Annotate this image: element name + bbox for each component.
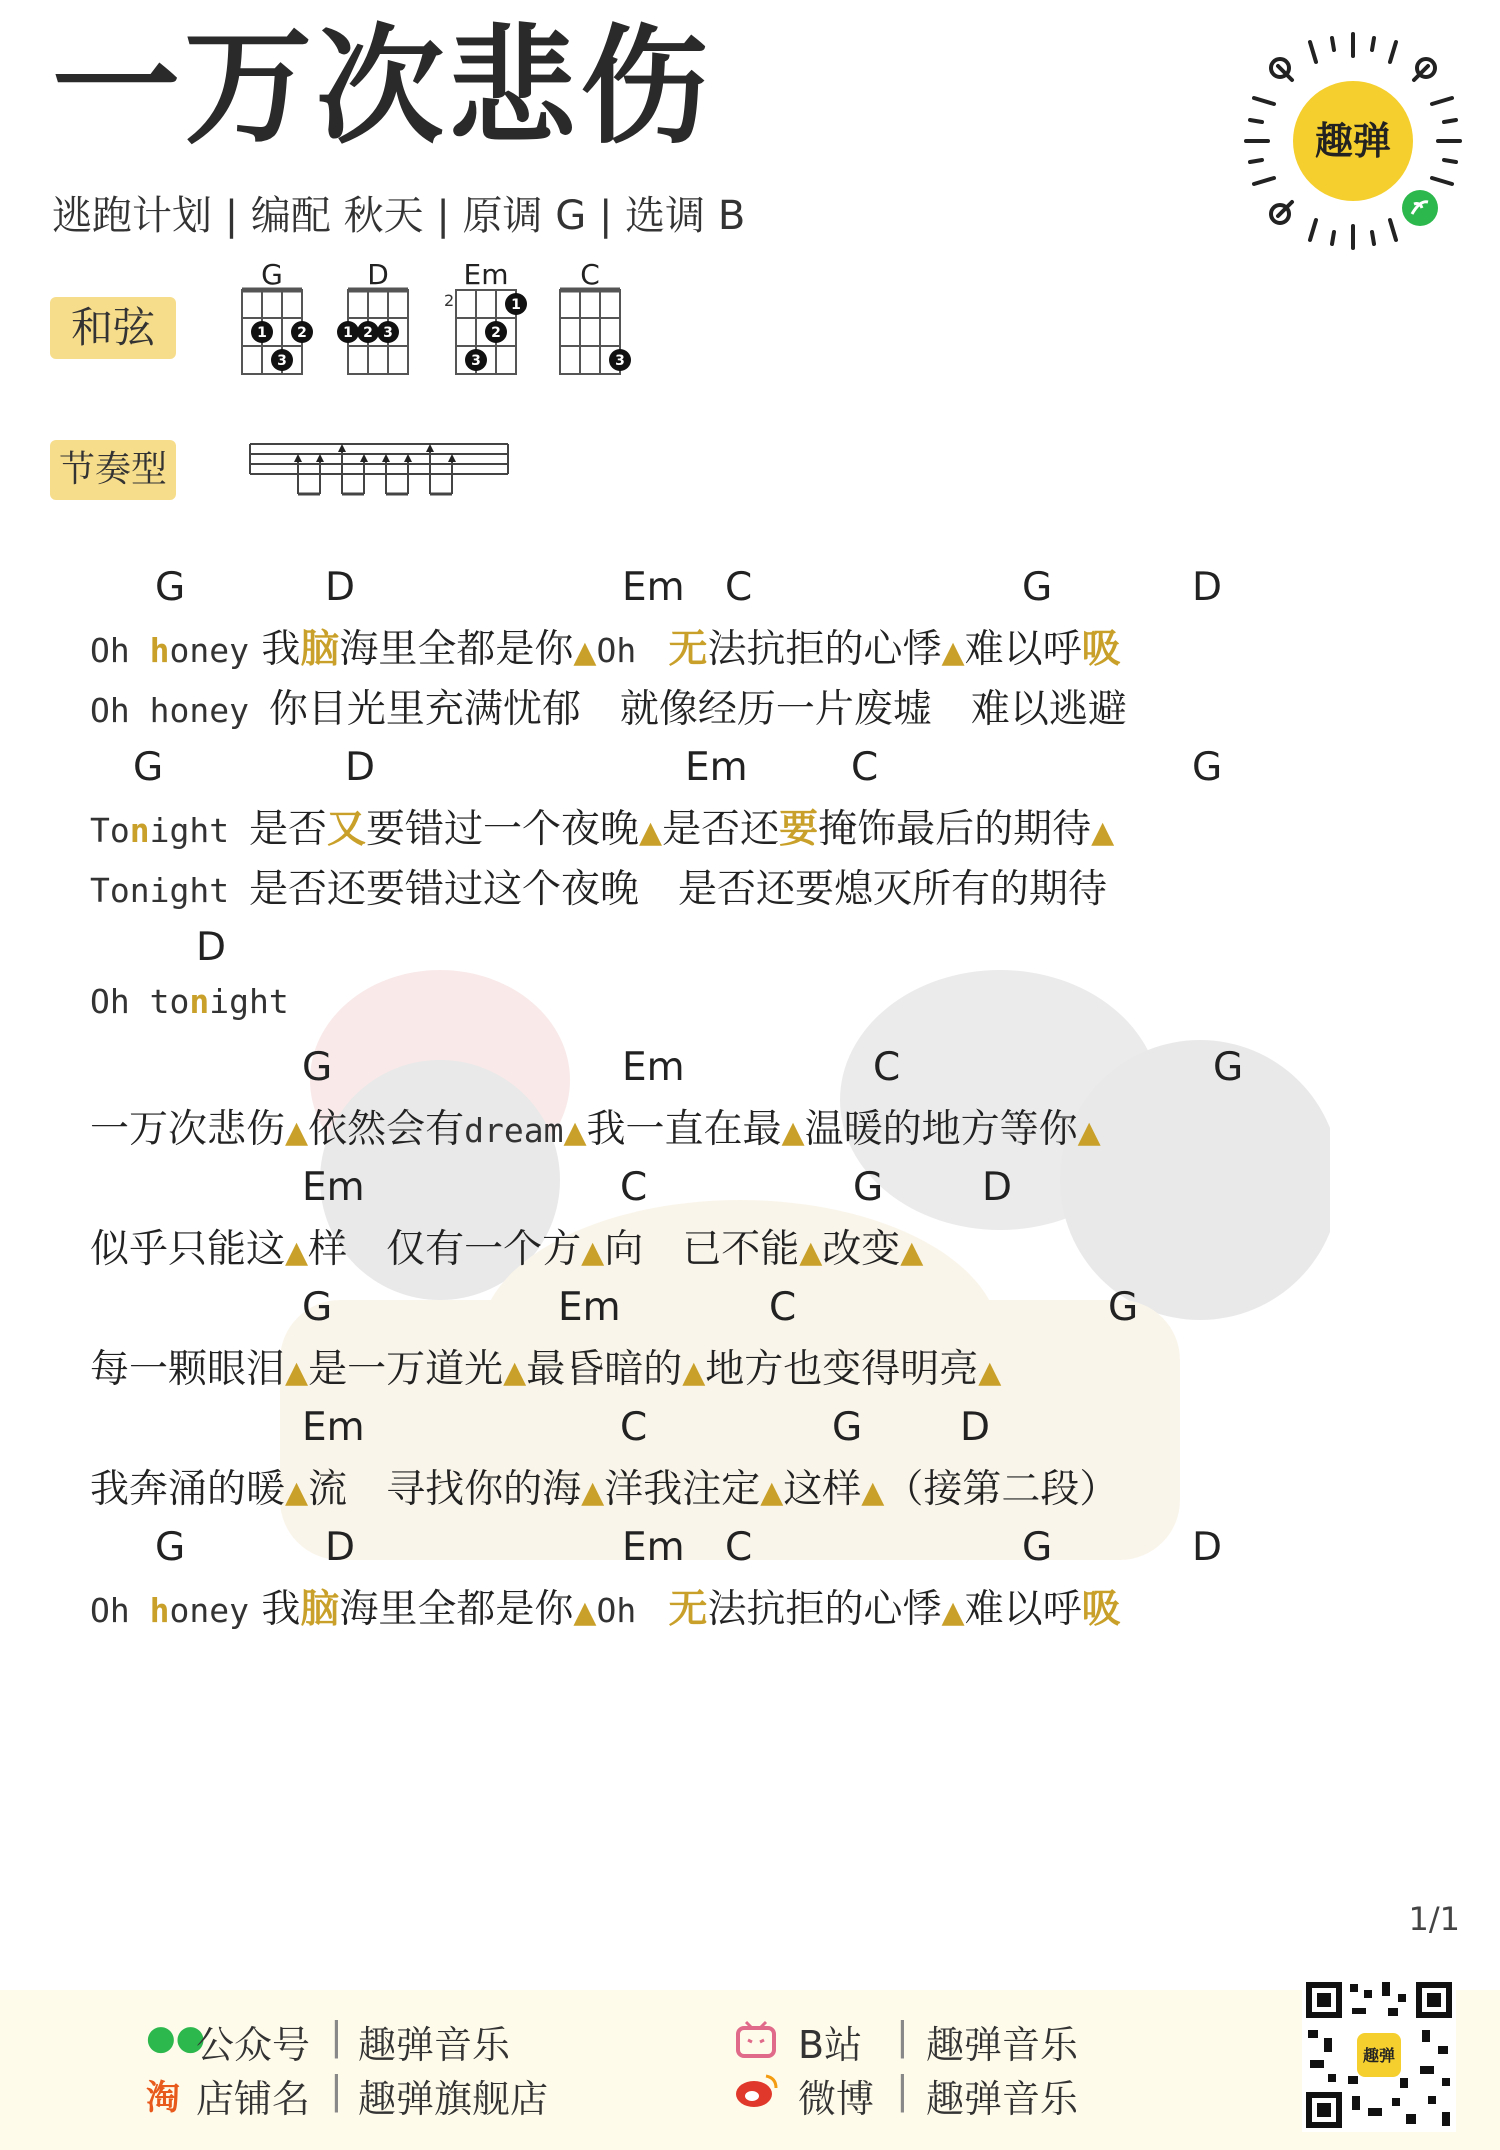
chord-symbol: D — [325, 1525, 356, 1570]
lyric-segment: 脑 — [300, 627, 340, 672]
lyric-segment: oney — [169, 1591, 249, 1630]
song-meta: 逃跑计划 | 编配 秋天 | 原调 G | 选调 B — [52, 193, 746, 239]
chord-symbol: D — [982, 1165, 1013, 1210]
chord-symbol: G — [302, 1285, 333, 1330]
chord-symbol: D — [1192, 1525, 1223, 1570]
lyric-segment: 又 — [326, 807, 366, 852]
lyric-segment: n — [129, 811, 150, 850]
svg-text:1: 1 — [343, 325, 353, 341]
strum-marker-icon: ▲ — [285, 1355, 309, 1390]
strum-marker-icon: ▲ — [781, 1115, 805, 1150]
strum-marker-icon: ▲ — [978, 1355, 1002, 1390]
svg-text:3: 3 — [277, 353, 287, 369]
lyric-segment: 难以呼 — [964, 627, 1082, 672]
lyric-line — [90, 1458, 1118, 1514]
strum-marker-icon: ▲ — [900, 1235, 924, 1270]
qr-code[interactable] — [1302, 1978, 1456, 2132]
bilibili-icon — [734, 2020, 778, 2060]
chord-symbol: C — [620, 1405, 648, 1450]
lyric-segment: h — [149, 631, 170, 670]
lyric-segment: 无 — [668, 627, 708, 672]
lyric-segment: 我奔涌的暖 — [90, 1467, 286, 1512]
footer-divider: | — [330, 2014, 343, 2058]
lyric-segment: 是否还要错过这个夜晚 是否还要熄灭所有的期待 — [248, 867, 1107, 912]
rhythm-pattern — [248, 440, 528, 500]
lyric-segment: 你目光里充满忧郁 就像经历一片废墟 难以逃避 — [268, 687, 1127, 732]
chords-tag: 和弦 — [50, 297, 176, 359]
lyric-line — [90, 1098, 1101, 1154]
chord-name-c: C — [580, 258, 600, 291]
strum-marker-icon: ▲ — [799, 1235, 823, 1270]
chord-symbol: G — [853, 1165, 884, 1210]
lyric-segment: 法抗拒的心悸 — [707, 627, 942, 672]
svg-text:2: 2 — [297, 325, 307, 341]
strum-marker-icon: ▲ — [563, 1115, 587, 1150]
strum-marker-icon: ▲ — [1077, 1115, 1101, 1150]
lyric-segment: 要错过一个夜晚 — [366, 807, 640, 852]
lyric-segment: To — [90, 811, 130, 850]
chord-symbol: G — [1108, 1285, 1139, 1330]
chord-name-d: D — [367, 258, 389, 291]
lyric-line — [90, 618, 1121, 674]
strum-marker-icon: ▲ — [285, 1115, 309, 1150]
chord-symbol: C — [725, 1525, 753, 1570]
chord-symbol: G — [133, 745, 164, 790]
lyric-segment: 改变 — [822, 1227, 901, 1272]
lyric-line — [90, 978, 289, 1023]
chord-symbol: D — [196, 925, 227, 970]
lyric-segment: Oh honey — [90, 691, 269, 730]
chord-symbol: Em — [302, 1165, 365, 1210]
chord-symbol: G — [302, 1045, 333, 1090]
chord-symbol: G — [1213, 1045, 1244, 1090]
lyric-segment: 这样 — [783, 1467, 862, 1512]
lyric-segment: 依然会有 — [308, 1107, 465, 1152]
strum-marker-icon: ▲ — [573, 635, 597, 670]
chord-symbol: Em — [622, 1045, 685, 1090]
lyric-line — [90, 1338, 1001, 1394]
chord-symbol: D — [345, 745, 376, 790]
weibo-value[interactable]: 趣弹音乐 — [926, 2077, 1079, 2121]
lyric-segment: n — [189, 982, 210, 1021]
footer-divider: | — [896, 2014, 909, 2058]
lyric-segment: 我一直在最 — [586, 1107, 782, 1152]
strum-marker-icon: ▲ — [285, 1475, 309, 1510]
lyric-segment: 洋我注定 — [604, 1467, 761, 1512]
chord-symbol: C — [620, 1165, 648, 1210]
weibo-icon — [734, 2070, 780, 2110]
chord-symbol: Em — [622, 1525, 685, 1570]
strum-marker-icon: ▲ — [581, 1235, 605, 1270]
shop-value[interactable]: 趣弹旗舰店 — [358, 2077, 549, 2121]
chord-symbol: D — [325, 565, 356, 610]
strum-marker-icon: ▲ — [573, 1595, 597, 1630]
lyric-segment: 我 — [248, 1587, 301, 1632]
strum-marker-icon: ▲ — [861, 1475, 885, 1510]
lyric-segment: 是否 — [248, 807, 327, 852]
lyric-line — [90, 858, 1107, 914]
page-number: 1/1 — [1408, 1900, 1460, 1938]
bilibili-value[interactable]: 趣弹音乐 — [926, 2023, 1079, 2067]
wechat-icon: ●● — [146, 2018, 206, 2058]
chord-symbol: Em — [558, 1285, 621, 1330]
chord-name-em: Em — [463, 258, 509, 291]
footer — [0, 1990, 1500, 2150]
lyric-segment: 法抗拒的心悸 — [707, 1587, 942, 1632]
rhythm-tag: 节奏型 — [50, 440, 176, 500]
lyric-segment: Oh — [596, 631, 657, 670]
chord-symbol: G — [1022, 1525, 1053, 1570]
lyric-segment: 海里全都是你 — [339, 1587, 574, 1632]
lyric-segment: Oh — [90, 631, 150, 670]
lyric-line — [90, 678, 1127, 734]
wechat-label: 公众号 — [196, 2023, 311, 2067]
lyric-segment: 吸 — [1081, 627, 1121, 672]
lyric-segment: 一万次悲伤 — [90, 1107, 286, 1152]
chord-grids — [230, 284, 650, 384]
weibo-label: 微博 — [798, 2077, 875, 2121]
chord-symbol: C — [725, 565, 753, 610]
lyric-segment — [656, 1587, 668, 1632]
chord-symbol: G — [1192, 745, 1223, 790]
lyric-segment: ight — [209, 982, 289, 1021]
song-title: 一万次悲伤 — [52, 13, 713, 162]
strum-marker-icon: ▲ — [941, 1595, 965, 1630]
svg-text:2: 2 — [491, 325, 501, 341]
lyric-segment: 流 寻找你的海 — [308, 1467, 582, 1512]
strum-marker-icon: ▲ — [1091, 815, 1115, 850]
strum-marker-icon: ▲ — [682, 1355, 706, 1390]
chord-symbol: G — [155, 565, 186, 610]
footer-divider: | — [330, 2068, 343, 2112]
chord-symbol: C — [769, 1285, 797, 1330]
lyric-segment: oney — [169, 631, 249, 670]
footer-divider: | — [896, 2068, 909, 2112]
lyric-line — [90, 1578, 1121, 1634]
strum-marker-icon: ▲ — [581, 1475, 605, 1510]
svg-text:2: 2 — [363, 325, 373, 341]
svg-text:3: 3 — [471, 353, 481, 369]
lyric-line — [90, 1218, 923, 1274]
lyric-segment: 样 仅有一个方 — [308, 1227, 582, 1272]
chord-symbol: C — [851, 745, 879, 790]
lyric-segment: Oh — [90, 1591, 150, 1630]
qr-logo-text: 趣弹 — [1362, 2046, 1396, 2065]
lyric-line — [90, 798, 1114, 854]
chord-symbol: Em — [302, 1405, 365, 1450]
chord-symbol: G — [1022, 565, 1053, 610]
lyric-segment: 无 — [668, 1587, 708, 1632]
shop-label: 店铺名 — [196, 2077, 311, 2121]
wechat-value[interactable]: 趣弹音乐 — [358, 2023, 511, 2067]
svg-text:3: 3 — [383, 325, 393, 341]
chord-symbol: Em — [685, 745, 748, 790]
strum-marker-icon: ▲ — [760, 1475, 784, 1510]
lyric-segment: 最昏暗的 — [526, 1347, 683, 1392]
lyric-segment: 要 — [779, 807, 819, 852]
lyric-segment: （接第二段） — [884, 1467, 1119, 1512]
lyric-segment: 难以呼 — [964, 1587, 1082, 1632]
svg-text:1: 1 — [511, 297, 521, 313]
lyric-segment: h — [149, 1591, 170, 1630]
logo-text: 趣弹 — [1314, 119, 1392, 163]
lyric-segment: dream — [464, 1111, 564, 1150]
chord-symbol: C — [873, 1045, 901, 1090]
lyric-segment: 掩饰最后的期待 — [818, 807, 1092, 852]
lyric-segment: ight — [149, 811, 249, 850]
lyric-segment: 向 已不能 — [604, 1227, 800, 1272]
lyric-segment: 我 — [248, 627, 301, 672]
svg-text:3: 3 — [615, 353, 625, 369]
lyric-segment: 地方也变得明亮 — [705, 1347, 979, 1392]
lyric-segment: 每一颗眼泪 — [90, 1347, 286, 1392]
lyric-segment: 吸 — [1081, 1587, 1121, 1632]
lyric-segment: 脑 — [300, 1587, 340, 1632]
strum-marker-icon: ▲ — [941, 635, 965, 670]
lyric-segment: 海里全都是你 — [339, 627, 574, 672]
taobao-icon: 淘 — [146, 2078, 180, 2118]
lyric-segment: 温暖的地方等你 — [804, 1107, 1078, 1152]
strum-marker-icon: ▲ — [503, 1355, 527, 1390]
fret-label: 2 — [444, 291, 455, 310]
lyric-segment: Oh — [596, 1591, 657, 1630]
lyric-segment: Oh to — [90, 982, 190, 1021]
mini-program-logo[interactable] — [1240, 28, 1466, 254]
strum-marker-icon: ▲ — [639, 815, 663, 850]
chord-symbol: D — [1192, 565, 1223, 610]
lyric-segment: Tonight — [90, 871, 249, 910]
lyric-segment: 是否还 — [662, 807, 780, 852]
chord-symbol: D — [960, 1405, 991, 1450]
lyric-segment: 是一万道光 — [308, 1347, 504, 1392]
chord-symbol: G — [155, 1525, 186, 1570]
lyric-segment — [656, 627, 668, 672]
svg-text:1: 1 — [257, 325, 267, 341]
lyric-segment: 似乎只能这 — [90, 1227, 286, 1272]
chord-symbol: G — [832, 1405, 863, 1450]
strum-marker-icon: ▲ — [285, 1235, 309, 1270]
chord-name-g: G — [261, 258, 283, 291]
bilibili-label: B站 — [798, 2023, 863, 2067]
chord-symbol: Em — [622, 565, 685, 610]
